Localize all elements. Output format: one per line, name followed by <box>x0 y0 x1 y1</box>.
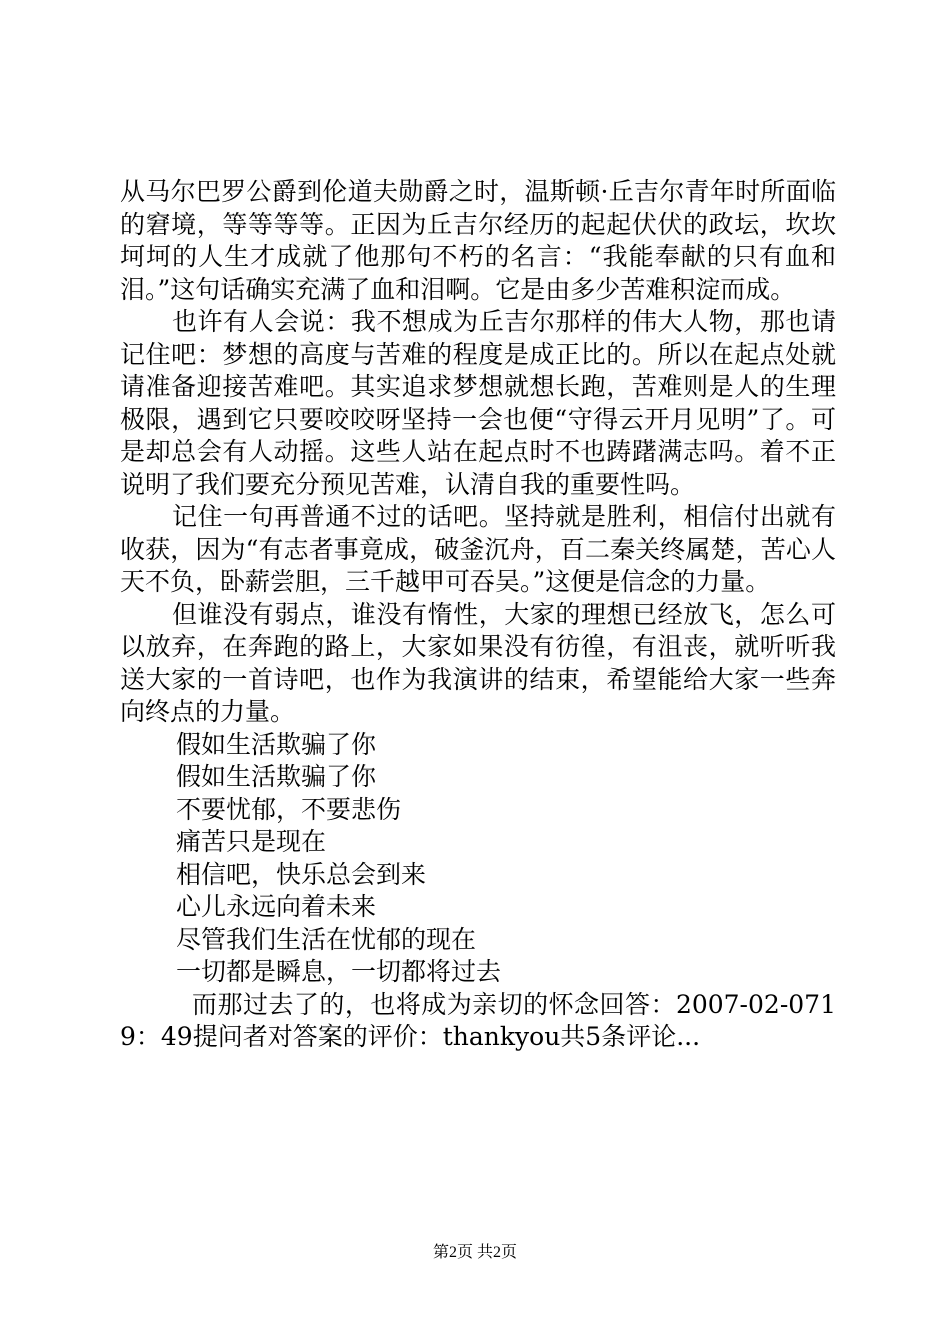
poem-line: 假如生活欺骗了你 <box>176 762 377 791</box>
paragraph-persistence: 记住一句再普通不过的话吧。坚持就是胜利，相信付出就有收获，因为“有志者事竟成，破釜沉舟，百二秦关终属楚，苦心人天不负，卧薪尝胆，三千越甲可吞吴。”这便是信念的力量。 <box>120 502 836 596</box>
document-body <box>120 176 836 1054</box>
poem-line: 尽管我们生活在忧郁的现在 <box>176 924 477 954</box>
poem-line: 一切都是瞬息，一切都将过去 <box>176 957 502 986</box>
paragraph-conclusion: 但谁没有弱点，谁没有惰性，大家的理想已经放飞，怎么可以放弃，在奔跑的路上，大家如果没有彷徨，有沮丧，就听听我送大家的一首诗吧，也作为我演讲的结束，希望能给大家一些奔向终点的力量。 <box>120 599 836 726</box>
poem-line: 不要忧郁，不要悲伤 <box>176 794 402 824</box>
poem-line: 心儿永远向着未来 <box>176 892 377 921</box>
poem <box>120 729 836 989</box>
page-footer: 第2页 共2页 <box>432 1244 517 1261</box>
closing-paragraph: 而那过去了的，也将成为亲切的怀念回答：2007-02-0719：49提问者对答案的评价：thankyou共5条评论... <box>120 989 836 1051</box>
poem-line: 痛苦只是现在 <box>176 827 327 856</box>
poem-line: 相信吧，快乐总会到来 <box>176 859 427 889</box>
paragraph-dream-hardship: 也许有人会说：我不想成为丘吉尔那样的伟大人物，那也请记住吧：梦想的高度与苦难的程度是成正比的。所以在起点处就请准备迎接苦难吧。其实追求梦想就想长跑，苦难则是人的生理极限，遇到它只要咬咬呀坚持一会也便“守得云开月见明”了。可是却总会有人动摇。这些人站在起点时不也踌躇满志吗。着不正说明了我们要充分预见苦难，认清自我的重要性吗。 <box>120 307 836 499</box>
paragraph-churchill: 从马尔巴罗公爵到伦道夫勋爵之时，温斯顿·丘吉尔青年时所面临的窘境，等等等等。正因为丘吉尔经历的起起伏伏的政坛，坎坎坷坷的人生才成就了他那句不朽的名言：“我能奉献的只有血和泪。”这句话确实充满了血和泪啊。它是由多少苦难积淀而成。 <box>120 177 836 304</box>
poem-line: 假如生活欺骗了你 <box>176 729 377 759</box>
